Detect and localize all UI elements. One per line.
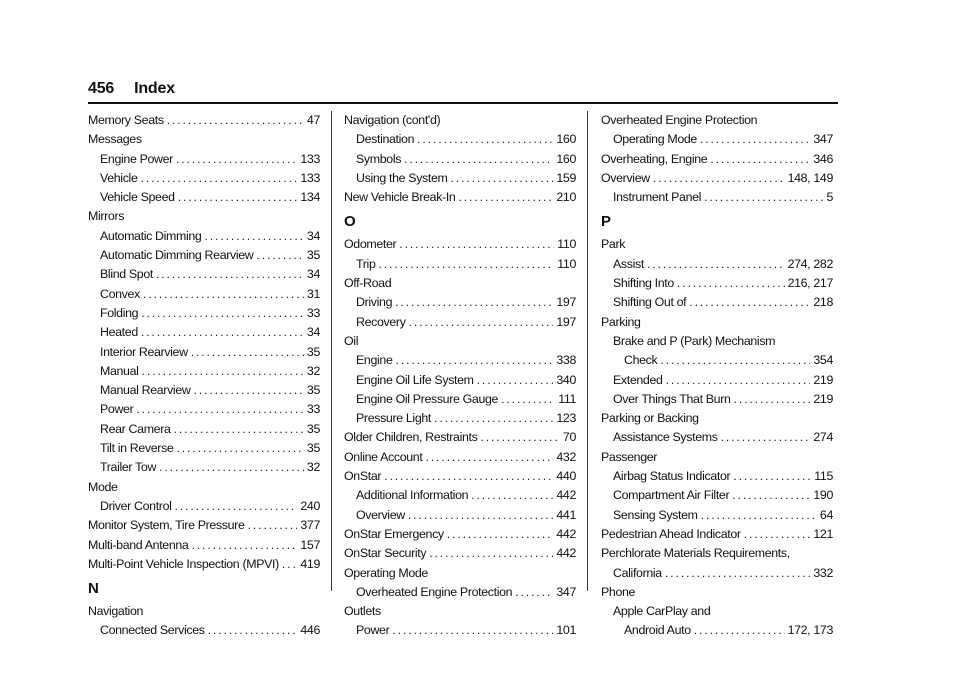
entry-page-numbers: 123 — [556, 411, 576, 426]
dot-leader — [744, 525, 811, 544]
index-entry — [88, 497, 320, 516]
entry-page-numbers: 172, 173 — [787, 623, 833, 638]
dot-leader — [408, 506, 554, 525]
dot-leader — [167, 111, 304, 130]
entry-page-numbers: 34 — [306, 228, 320, 243]
index-entry — [601, 274, 833, 293]
dot-leader — [141, 323, 304, 342]
index-entry — [88, 536, 320, 555]
index-entry — [344, 467, 576, 486]
index-heading: Mode — [88, 479, 118, 494]
entry-term: Convex — [100, 286, 140, 301]
index-heading: Operating Mode — [344, 565, 428, 580]
dot-leader — [193, 381, 303, 400]
index-entry — [344, 351, 576, 370]
entry-term: Automatic Dimming — [100, 228, 202, 243]
section-letter: P — [601, 213, 611, 231]
entry-page-numbers: 31 — [306, 286, 320, 301]
dot-leader — [732, 486, 810, 505]
index-entry — [601, 564, 833, 583]
entry-page-numbers: 5 — [826, 190, 833, 205]
index-entry — [601, 188, 833, 207]
dot-leader — [734, 390, 811, 409]
entry-term: OnStar Security — [344, 546, 427, 561]
entry-term: Recovery — [356, 314, 406, 329]
index-heading: Messages — [88, 132, 142, 147]
dot-leader — [704, 188, 823, 207]
entry-page-numbers: 32 — [306, 460, 320, 475]
entry-page-numbers: 340 — [556, 372, 576, 387]
dot-leader — [434, 409, 553, 428]
dot-leader — [660, 351, 810, 370]
dot-leader — [136, 400, 304, 419]
index-entry — [344, 293, 576, 312]
entry-term: Heated — [100, 325, 138, 340]
entry-page-numbers: 190 — [813, 488, 833, 503]
entry-term: Engine Oil Life System — [356, 372, 474, 387]
entry-term: Instrument Panel — [613, 190, 702, 205]
entry-page-numbers: 240 — [300, 498, 320, 513]
dot-leader — [447, 525, 554, 544]
index-entry — [601, 150, 833, 169]
index-entry — [88, 150, 320, 169]
entry-term: California — [613, 565, 662, 580]
dot-leader — [384, 467, 553, 486]
index-entry — [344, 525, 576, 544]
index-entry — [88, 323, 320, 342]
index-entry — [601, 525, 833, 544]
index-entry — [601, 486, 833, 505]
entry-page-numbers: 419 — [300, 556, 320, 571]
entry-term: Power — [356, 623, 390, 638]
index-entry — [601, 255, 833, 274]
entry-page-numbers: 64 — [819, 507, 833, 522]
entry-term: Operating Mode — [613, 132, 697, 147]
index-subheading: Brake and P (Park) Mechanism — [613, 333, 776, 348]
entry-term: Symbols — [356, 151, 402, 166]
dot-leader — [404, 150, 553, 169]
entry-term: Android Auto — [624, 623, 691, 638]
entry-page-numbers: 216, 217 — [787, 276, 833, 291]
entry-page-numbers: 34 — [306, 325, 320, 340]
dot-leader — [471, 486, 553, 505]
index-heading: Passenger — [601, 449, 658, 464]
index-entry — [344, 428, 576, 447]
entry-page-numbers: 111 — [558, 391, 576, 406]
dot-leader — [721, 428, 811, 447]
index-heading: Perchlorate Materials Requirements, — [601, 546, 790, 561]
dot-leader — [665, 564, 811, 583]
entry-term: Blind Spot — [100, 267, 153, 282]
dot-leader — [689, 293, 810, 312]
index-heading: Phone — [601, 584, 636, 599]
dot-leader — [477, 371, 554, 390]
entry-page-numbers: 442 — [556, 526, 576, 541]
entry-term: Automatic Dimming Rearview — [100, 248, 254, 263]
entry-page-numbers: 101 — [556, 623, 576, 638]
dot-leader — [409, 313, 554, 332]
entry-term: Connected Services — [100, 623, 205, 638]
index-entry — [88, 111, 320, 130]
index-column-3 — [601, 111, 833, 641]
entry-term: Airbag Status Indicator — [613, 469, 731, 484]
entry-page-numbers: 35 — [306, 248, 320, 263]
index-heading: Park — [601, 237, 626, 252]
entry-term: Older Children, Restraints — [344, 430, 478, 445]
index-entry — [344, 130, 576, 149]
index-column-1 — [88, 111, 320, 641]
index-heading: Navigation (cont'd) — [344, 113, 441, 127]
section-letter: O — [344, 213, 356, 231]
dot-leader — [515, 583, 553, 602]
dot-leader — [647, 255, 785, 274]
entry-term: OnStar — [344, 469, 382, 484]
page-header — [88, 80, 175, 98]
index-entry — [88, 381, 320, 400]
index-heading: Off-Road — [344, 276, 392, 291]
entry-page-numbers: 133 — [300, 151, 320, 166]
dot-leader — [191, 343, 304, 362]
entry-page-numbers: 219 — [813, 391, 833, 406]
entry-page-numbers: 47 — [306, 113, 320, 127]
entry-page-numbers: 442 — [556, 488, 576, 503]
index-entry — [88, 188, 320, 207]
dot-leader — [395, 293, 553, 312]
index-heading: Navigation — [88, 604, 144, 619]
dot-leader — [700, 130, 810, 149]
page-number: 456 — [88, 80, 115, 97]
entry-page-numbers: 440 — [556, 469, 576, 484]
dot-leader — [256, 246, 304, 265]
dot-leader — [480, 428, 559, 447]
index-heading: Outlets — [344, 604, 381, 619]
entry-term: Engine Oil Pressure Gauge — [356, 391, 499, 406]
dot-leader — [694, 621, 785, 640]
index-entry — [344, 544, 576, 563]
entry-page-numbers: 32 — [306, 363, 320, 378]
section-letter: N — [88, 580, 99, 598]
entry-page-numbers: 35 — [306, 344, 320, 359]
index-entry — [344, 150, 576, 169]
dot-leader — [143, 285, 304, 304]
entry-term: Trailer Tow — [100, 460, 157, 475]
dot-leader — [156, 265, 304, 284]
dot-leader — [247, 516, 297, 535]
dot-leader — [175, 497, 298, 516]
dot-leader — [733, 467, 811, 486]
index-entry — [88, 169, 320, 188]
entry-term: Over Things That Burn — [613, 391, 731, 406]
entry-page-numbers: 35 — [306, 421, 320, 436]
dot-leader — [701, 506, 817, 525]
entry-page-numbers: 441 — [556, 507, 576, 522]
entry-term: Monitor System, Tire Pressure — [88, 518, 245, 533]
entry-page-numbers: 197 — [556, 295, 576, 310]
entry-page-numbers: 110 — [557, 237, 576, 252]
dot-leader — [653, 169, 785, 188]
entry-page-numbers: 134 — [300, 190, 320, 205]
entry-term: Additional Information — [356, 488, 469, 503]
index-entry — [344, 448, 576, 467]
entry-term: Interior Rearview — [100, 344, 188, 359]
entry-term: Driving — [356, 295, 393, 310]
dot-leader — [458, 188, 553, 207]
dot-leader — [178, 188, 298, 207]
entry-term: Engine — [356, 353, 393, 368]
entry-term: Memory Seats — [88, 113, 164, 127]
dot-leader — [208, 621, 298, 640]
dot-leader — [141, 169, 298, 188]
entry-term: Using the System — [356, 170, 448, 185]
entry-page-numbers: 33 — [306, 402, 320, 417]
entry-term: OnStar Emergency — [344, 526, 444, 541]
entry-term: Online Account — [344, 449, 423, 464]
entry-term: Odometer — [344, 237, 397, 252]
dot-leader — [204, 227, 303, 246]
column-divider — [587, 111, 588, 591]
index-entry — [344, 371, 576, 390]
entry-page-numbers: 70 — [562, 430, 576, 445]
index-entry — [88, 439, 320, 458]
dot-leader — [282, 555, 297, 574]
entry-page-numbers: 160 — [556, 151, 576, 166]
dot-leader — [191, 536, 297, 555]
index-heading: Oil — [344, 333, 359, 348]
entry-page-numbers: 347 — [813, 132, 833, 147]
entry-page-numbers: 33 — [306, 305, 320, 320]
entry-page-numbers: 160 — [556, 132, 576, 147]
entry-page-numbers: 274 — [813, 430, 833, 445]
index-entry — [344, 506, 576, 525]
entry-page-numbers: 377 — [300, 518, 320, 533]
entry-term: Vehicle — [100, 170, 138, 185]
index-heading: Parking — [601, 314, 641, 329]
entry-page-numbers: 197 — [556, 314, 576, 329]
index-entry — [344, 169, 576, 188]
index-entry — [601, 621, 833, 640]
entry-term: Assist — [613, 256, 644, 271]
entry-term: Extended — [613, 372, 663, 387]
index-entry — [88, 420, 320, 439]
entry-term: Tilt in Reverse — [100, 441, 174, 456]
dot-leader — [378, 255, 554, 274]
entry-page-numbers: 35 — [306, 441, 320, 456]
index-entry — [601, 467, 833, 486]
index-subheading: Apple CarPlay and — [613, 604, 711, 619]
entry-term: New Vehicle Break-In — [344, 190, 456, 205]
index-entry — [601, 390, 833, 409]
index-entry — [344, 583, 576, 602]
entry-term: Overheating, Engine — [601, 151, 708, 166]
entry-term: Destination — [356, 132, 415, 147]
index-entry — [601, 130, 833, 149]
entry-term: Manual Rearview — [100, 383, 191, 398]
dot-leader — [142, 362, 304, 381]
index-entry — [601, 293, 833, 312]
dot-leader — [425, 448, 553, 467]
entry-page-numbers: 274, 282 — [787, 256, 833, 271]
index-heading: Parking or Backing — [601, 411, 699, 426]
index-entry — [601, 506, 833, 525]
index-entry — [344, 255, 576, 274]
index-entry — [344, 235, 576, 254]
entry-page-numbers: 432 — [556, 449, 576, 464]
entry-page-numbers: 35 — [306, 383, 320, 398]
index-entry — [344, 486, 576, 505]
index-entry — [344, 621, 576, 640]
entry-term: Sensing System — [613, 507, 698, 522]
dot-leader — [451, 169, 554, 188]
entry-term: Power — [100, 402, 134, 417]
entry-term: Manual — [100, 363, 139, 378]
entry-term: Multi-Point Vehicle Inspection (MPVI) — [88, 556, 279, 571]
index-column-2 — [344, 111, 576, 641]
index-entry — [601, 169, 833, 188]
page-title: Index — [134, 80, 175, 97]
index-entry — [344, 390, 576, 409]
dot-leader — [176, 150, 297, 169]
dot-leader — [666, 371, 811, 390]
entry-page-numbers: 110 — [557, 256, 576, 271]
entry-term: Assistance Systems — [613, 430, 718, 445]
entry-term: Shifting Into — [613, 276, 674, 291]
entry-page-numbers: 157 — [300, 537, 320, 552]
entry-page-numbers: 354 — [813, 353, 833, 368]
entry-page-numbers: 34 — [306, 267, 320, 282]
index-entry — [88, 246, 320, 265]
entry-term: Rear Camera — [100, 421, 171, 436]
entry-page-numbers: 148, 149 — [787, 170, 833, 185]
index-entry — [344, 409, 576, 428]
dot-leader — [141, 304, 304, 323]
entry-term: Driver Control — [100, 498, 172, 513]
index-entry — [88, 227, 320, 246]
entry-page-numbers: 347 — [556, 584, 576, 599]
entry-term: Overheated Engine Protection — [356, 584, 513, 599]
entry-page-numbers: 218 — [813, 295, 833, 310]
entry-page-numbers: 332 — [813, 565, 833, 580]
index-entry — [88, 265, 320, 284]
dot-leader — [677, 274, 785, 293]
dot-leader — [399, 235, 554, 254]
index-entry — [88, 362, 320, 381]
entry-page-numbers: 133 — [300, 170, 320, 185]
entry-term: Compartment Air Filter — [613, 488, 730, 503]
entry-term: Trip — [356, 256, 376, 271]
index-entry — [88, 458, 320, 477]
entry-term: Shifting Out of — [613, 295, 687, 310]
entry-page-numbers: 338 — [556, 353, 576, 368]
entry-term: Engine Power — [100, 151, 173, 166]
entry-term: Folding — [100, 305, 139, 320]
entry-term: Overview — [356, 507, 405, 522]
index-entry — [344, 188, 576, 207]
dot-leader — [501, 390, 555, 409]
entry-page-numbers: 442 — [556, 546, 576, 561]
index-entry — [88, 555, 320, 574]
index-entry — [88, 285, 320, 304]
index-entry — [88, 621, 320, 640]
entry-page-numbers: 446 — [300, 623, 320, 638]
index-heading: Overheated Engine Protection — [601, 113, 758, 127]
entry-term: Pedestrian Ahead Indicator — [601, 526, 741, 541]
dot-leader — [417, 130, 553, 149]
dot-leader — [392, 621, 553, 640]
dot-leader — [710, 150, 810, 169]
column-divider — [331, 111, 332, 591]
entry-page-numbers: 210 — [556, 190, 576, 205]
dot-leader — [429, 544, 553, 563]
dot-leader — [176, 439, 303, 458]
header-rule — [88, 102, 838, 104]
entry-page-numbers: 115 — [814, 469, 833, 484]
entry-term: Check — [624, 353, 658, 368]
dot-leader — [159, 458, 304, 477]
dot-leader — [174, 420, 304, 439]
index-entry — [601, 371, 833, 390]
index-entry — [88, 400, 320, 419]
entry-term: Multi-band Antenna — [88, 537, 189, 552]
entry-term: Overview — [601, 170, 650, 185]
index-entry — [344, 313, 576, 332]
entry-page-numbers: 346 — [813, 151, 833, 166]
index-heading: Mirrors — [88, 209, 125, 224]
dot-leader — [395, 351, 553, 370]
entry-page-numbers: 121 — [813, 526, 833, 541]
entry-term: Vehicle Speed — [100, 190, 175, 205]
entry-page-numbers: 159 — [556, 170, 576, 185]
entry-term: Pressure Light — [356, 411, 431, 426]
entry-page-numbers: 219 — [813, 372, 833, 387]
index-entry — [601, 428, 833, 447]
index-entry — [88, 304, 320, 323]
index-entry — [601, 351, 833, 370]
index-entry — [88, 343, 320, 362]
index-entry — [88, 516, 320, 535]
